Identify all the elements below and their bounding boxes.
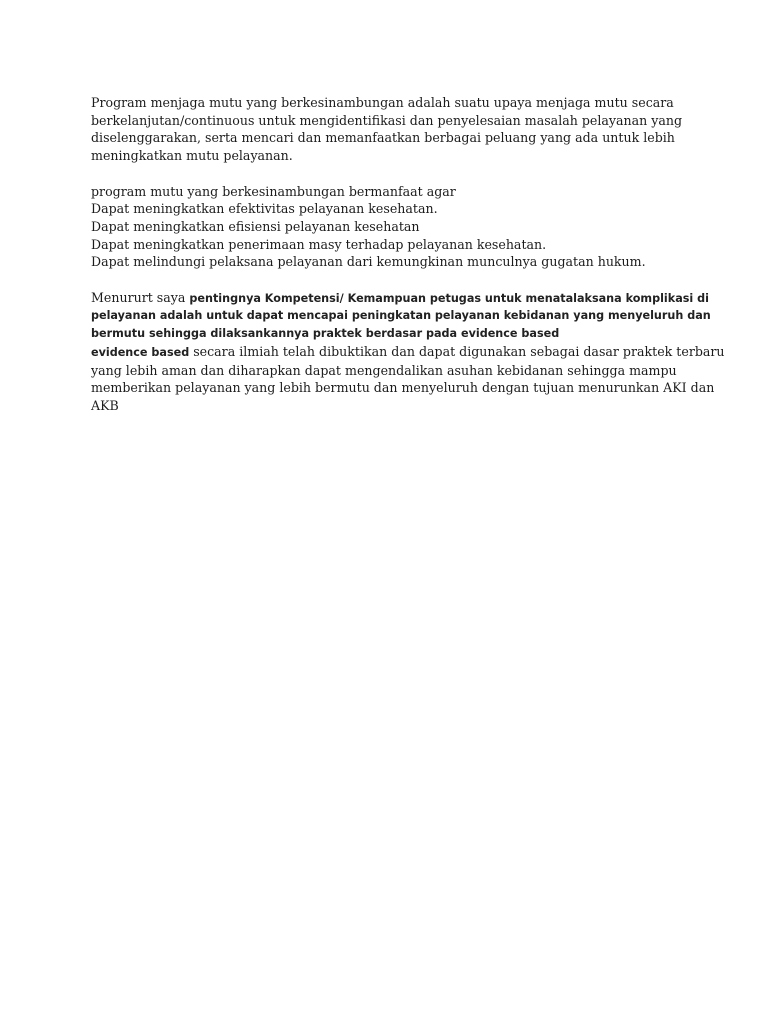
intro-line: diselenggarakan, serta mencari dan memanfaatkan berbagai peluang yang ada untuk lebih bbox=[91, 130, 675, 146]
opinion-line bbox=[91, 343, 725, 362]
benefit-item: Dapat meningkatkan efisiensi pelayanan kesehatan bbox=[91, 218, 420, 234]
benefits-heading: program mutu yang berkesinambungan bermanfaat agar bbox=[91, 183, 456, 199]
opinion-line: AKB bbox=[91, 397, 119, 413]
paragraph-gap bbox=[91, 271, 691, 289]
intro-line: Program menjaga mutu yang berkesinambungan adalah suatu upaya menjaga mutu secara bbox=[91, 95, 674, 110]
opinion-line: yang lebih aman dan diharapkan dapat mengendalikan asuhan kebidanan sehingga mampu bbox=[91, 362, 677, 378]
opinion-lead-text: Menururt saya bbox=[91, 289, 190, 305]
benefits-section bbox=[91, 183, 691, 272]
evidence-based-term: evidence based bbox=[91, 345, 190, 359]
opinion-paragraph bbox=[91, 289, 725, 415]
opinion-bold-line: bermutu sehingga dilaksankannya praktek berdasar pada evidence based bbox=[91, 327, 560, 341]
opinion-bold-text: pentingnya Kompetensi/ Kemampuan petugas untuk menatalaksana komplikasi di bbox=[189, 291, 709, 305]
intro-line: berkelanjutan/continuous untuk mengidentifikasi dan penyelesaian masalah pelayanan yang bbox=[91, 112, 683, 128]
opinion-text: secara ilmiah telah dibuktikan dan dapat digunakan sebagai dasar praktek terbaru bbox=[189, 343, 725, 359]
benefit-item: Dapat meningkatkan efektivitas pelayanan kesehatan. bbox=[91, 201, 438, 217]
benefit-item: Dapat melindungi pelaksana pelayanan dari kemungkinan munculnya gugatan hukum. bbox=[91, 254, 646, 270]
intro-paragraph bbox=[91, 94, 691, 165]
document-body bbox=[91, 94, 725, 415]
opinion-line: memberikan pelayanan yang lebih bermutu dan menyeluruh dengan tujuan menurunkan AKI dan bbox=[91, 380, 715, 396]
benefit-item: Dapat meningkatkan penerimaan masy terhadap pelayanan kesehatan. bbox=[91, 236, 547, 252]
paragraph-gap bbox=[91, 165, 691, 183]
opinion-bold-line: pelayanan adalah untuk dapat mencapai peningkatan pelayanan kebidanan yang menyeluruh dan bbox=[91, 309, 711, 323]
opinion-line bbox=[91, 289, 709, 308]
intro-line: meningkatkan mutu pelayanan. bbox=[91, 148, 293, 164]
